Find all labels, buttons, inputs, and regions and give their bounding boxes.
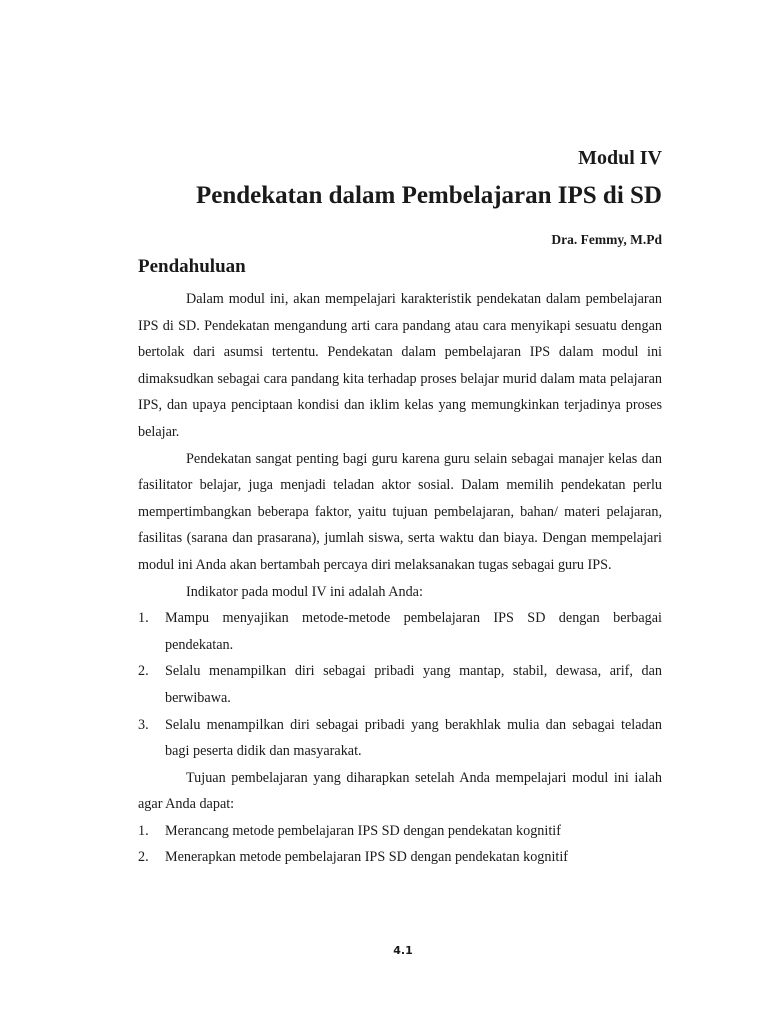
list-item-text: Merancang metode pembelajaran IPS SD dengan pendekatan kognitif [165,822,561,839]
list-number: 1. [138,822,149,839]
module-title: Pendekatan dalam Pembelajaran IPS di SD [195,182,662,209]
list-item-text: Menerapkan metode pembelajaran IPS SD dengan pendekatan kognitif [165,849,569,866]
list-number: 2. [138,663,149,680]
page-number: 4.1 [393,944,413,957]
list-item [138,818,662,845]
author-name: Dra. Femmy, M.Pd [551,232,662,247]
list-number: 3. [138,716,149,733]
indicator-list [138,605,662,765]
list-number: 1. [138,610,149,627]
section-heading: Pendahuluan [138,256,246,277]
body-text [138,286,662,871]
paragraph: Dalam modul ini, akan mempelajari karakteristik pendekatan dalam pembelajaran IPS di SD. Pendekatan mengandung arti cara pandang atau cara menyikapi sesuatu dengan bertolak dari asumsi tertentu. Pendekatan dalam pembelajaran IPS dalam modul ini dimaksudkan sebagai cara pandang kita terhadap proses belajar murid dalam mata pelajaran IPS, dan upaya penciptaan kondisi dan iklim kelas yang memungkinkan terjadinya proses belajar. [138,291,662,440]
paragraph: Pendekatan sangat penting bagi guru karena guru selain sebagai manajer kelas dan fasilitator belajar, juga menjadi teladan aktor sosial. Dalam memilih pendekatan perlu mempertimbangkan beberapa faktor, yaitu tujuan pembelajaran, bahan/ materi pelajaran, fasilitas (sarana dan prasarana), jumlah siswa, serta waktu dan biaya. Dengan mempelajari modul ini Anda akan bertambah percaya diri melaksanakan tugas sebagai guru IPS. [138,450,662,573]
list-number: 2. [138,849,149,866]
list-item-text: Selalu menampilkan diri sebagai pribadi yang mantap, stabil, dewasa, arif, dan berwibawa. [165,663,662,706]
list-item [138,605,662,658]
list-item [138,844,662,871]
list-item-text: Mampu menyajikan metode-metode pembelajaran IPS SD dengan berbagai pendekatan. [165,610,662,653]
goal-list [138,818,662,871]
list-item [138,712,662,765]
list-item [138,658,662,711]
module-label: Modul IV [578,147,662,169]
paragraph: Indikator pada modul IV ini adalah Anda: [186,583,423,600]
list-item-text: Selalu menampilkan diri sebagai pribadi yang berakhlak mulia dan sebagai teladan bagi peserta didik dan masyarakat. [165,716,662,760]
paragraph: Tujuan pembelajaran yang diharapkan setelah Anda mempelajari modul ini ialah agar Anda dapat: [138,769,662,813]
